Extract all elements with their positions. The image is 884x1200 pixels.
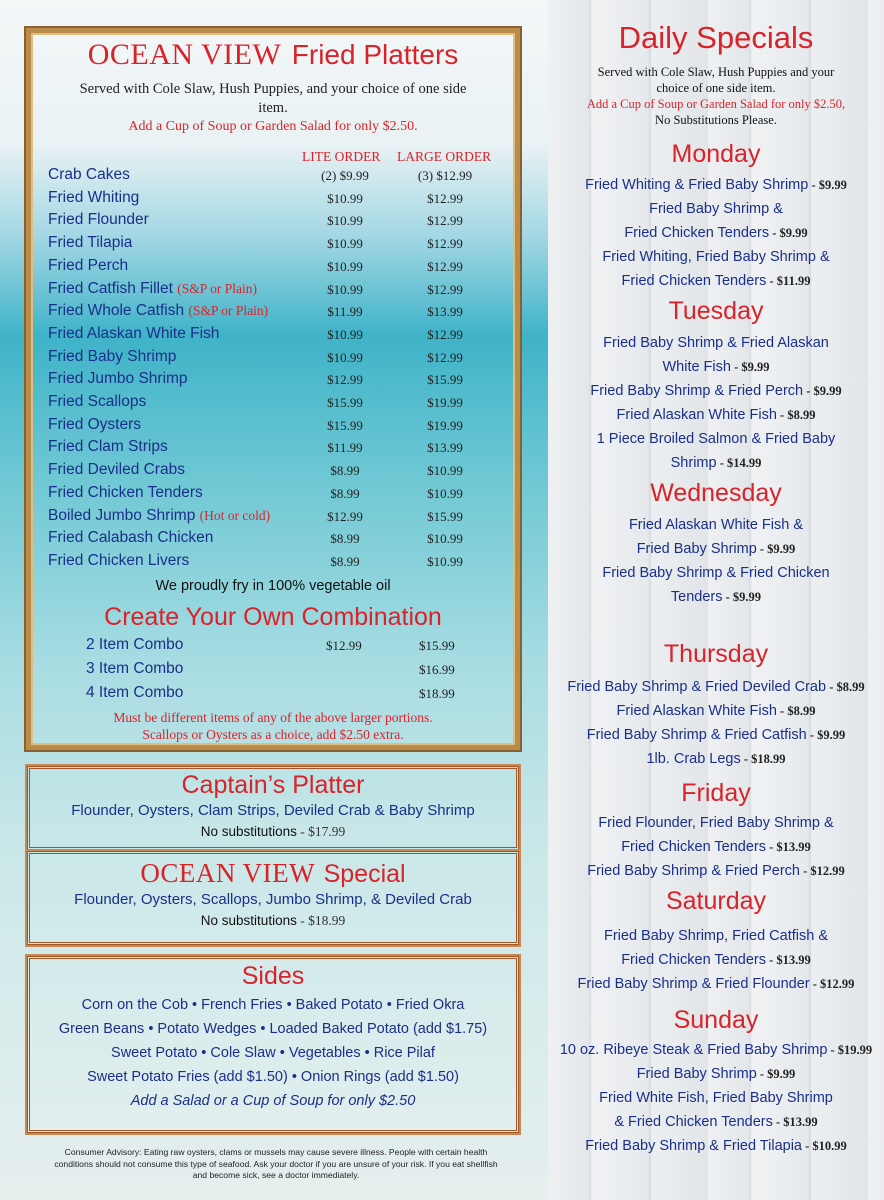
platter-item-name: Fried Tilapia (48, 234, 133, 252)
platter-lite-price: $8.99 (330, 531, 360, 547)
wednesday-item1-line2: Fried Baby Shrimp - $9.99 (636, 541, 796, 557)
thursday-item1: Fried Baby Shrimp & Fried Deviled Crab - $8.99 (567, 679, 865, 695)
platter-row (48, 416, 498, 438)
platter-item-name: Fried Whiting (48, 188, 140, 206)
wednesday-item2-line2: Tenders - $9.99 (670, 589, 762, 605)
sides-addon: Add a Salad or a Cup of Soup for only $2.50 (130, 1093, 416, 1109)
platter-large-price: $12.99 (427, 236, 463, 252)
thursday-item2: Fried Alaskan White Fish - $8.99 (616, 703, 816, 719)
platter-item-note: (Hot or cold) (199, 507, 271, 523)
combo-price-large: $16.99 (419, 662, 455, 677)
monday-item2-line2: Fried Chicken Tenders - $9.99 (624, 225, 808, 241)
day-friday: Friday (681, 779, 751, 807)
sunday-item2: Fried Baby Shrimp - $9.99 (636, 1066, 796, 1082)
platter-item-name: Boiled Jumbo Shrimp (Hot or cold) (48, 506, 271, 524)
platter-row (48, 211, 498, 233)
sides-line1: Corn on the Cob • French Fries • Baked Potato • Fried Okra (81, 997, 465, 1013)
platter-large-price: $12.99 (427, 349, 463, 365)
platter-lite-price: $12.99 (327, 508, 363, 524)
combo-price-lite: $12.99 (326, 638, 362, 653)
platters-heading (32, 38, 514, 72)
captains-platter-desc: Flounder, Oysters, Clam Strips, Deviled Crab & Baby Shrimp (71, 802, 475, 819)
advisory-line3: and become sick, see a doctor immediately. (192, 1170, 360, 1180)
platter-lite-price: $8.99 (330, 463, 360, 479)
ocean-view-special-heading (27, 858, 519, 889)
platter-large-price: $10.99 (427, 463, 463, 479)
combination-note2: Scallops or Oysters as a choice, add $2.50 extra. (142, 727, 404, 742)
col-lite-order: LITE ORDER (302, 149, 381, 164)
monday-item3-line1: Fried Whiting, Fried Baby Shrimp & (602, 249, 830, 265)
sides-line2: Green Beans • Potato Wedges • Loaded Baked Potato (add $1.75) (58, 1021, 488, 1037)
platter-large-price: $10.99 (427, 485, 463, 501)
platter-row (48, 302, 498, 324)
friday-item1-line1: Fried Flounder, Fried Baby Shrimp & (598, 815, 834, 831)
platter-row (48, 552, 498, 574)
platter-row (48, 393, 498, 415)
platter-large-price: $13.99 (427, 440, 463, 456)
daily-specials-subtitle (548, 64, 884, 128)
platter-item-name: Fried Deviled Crabs (48, 461, 185, 479)
platter-large-price: $19.99 (427, 395, 463, 410)
tuesday-item4-line2: Shrimp - $14.99 (670, 455, 762, 471)
combo-row (86, 684, 466, 706)
col-large-order: LARGE ORDER (397, 149, 492, 164)
day-wednesday: Wednesday (650, 479, 782, 507)
combo-row (86, 660, 466, 682)
captains-platter-price-line (27, 824, 519, 840)
platter-item-name: Fried Flounder (48, 211, 149, 229)
tuesday-item4-line1: 1 Piece Broiled Salmon & Fried Baby (596, 431, 836, 447)
platter-large-price: $15.99 (427, 372, 463, 388)
platter-item-note: (S&P or Plain) (177, 280, 257, 296)
day-tuesday: Tuesday (668, 297, 764, 325)
platter-large-price: $10.99 (427, 531, 463, 547)
sides-line4: Sweet Potato Fries (add $1.50) • Onion Rings (add $1.50) (87, 1069, 459, 1085)
platter-lite-price: $10.99 (327, 236, 363, 252)
platter-item-name: Fried Chicken Tenders (48, 483, 203, 501)
platter-row (48, 257, 498, 279)
captains-platter-title: Captain’s Platter (181, 771, 365, 799)
daily-sub1: Served with Cole Slaw, Hush Puppies and your (597, 65, 835, 79)
platters-subtitle (40, 80, 506, 118)
tuesday-item2: Fried Baby Shrimp & Fried Perch - $9.99 (590, 383, 842, 399)
consumer-advisory (20, 1147, 532, 1182)
platter-row (48, 348, 498, 370)
platter-item-name: Fried Calabash Chicken (48, 529, 214, 547)
saturday-item1-line2: Fried Chicken Tenders - $13.99 (621, 952, 811, 968)
platter-lite-price: $10.99 (327, 213, 363, 229)
combo-price-large: $15.99 (419, 638, 455, 653)
platters-title: Fried Platters (291, 39, 459, 70)
combination-note1: Must be different items of any of the above larger portions. (113, 710, 433, 725)
platter-item-name: Fried Alaskan White Fish (48, 324, 220, 342)
tuesday-item1-line1: Fried Baby Shrimp & Fried Alaskan (603, 335, 829, 351)
daily-sub2: choice of one side item. (656, 81, 776, 95)
monday-item2-line1: Fried Baby Shrimp & (649, 201, 783, 217)
platter-lite-price: (2) $9.99 (321, 168, 369, 183)
platter-row (48, 484, 498, 506)
platter-row (48, 325, 498, 347)
saturday-item2: Fried Baby Shrimp & Fried Flounder - $12.99 (577, 976, 855, 992)
platter-large-price: (3) $12.99 (417, 168, 473, 183)
platter-lite-price: $10.99 (327, 326, 363, 342)
platter-item-name: Fried Perch (48, 256, 129, 274)
platter-large-price: $19.99 (427, 417, 463, 433)
monday-item1: Fried Whiting & Fried Baby Shrimp - $9.99 (585, 177, 847, 193)
platter-item-note: (S&P or Plain) (188, 303, 269, 319)
special-title: Special (323, 860, 406, 888)
tuesday-item1-line2: White Fish - $9.99 (662, 359, 770, 375)
tuesday-item3: Fried Alaskan White Fish - $8.99 (616, 407, 816, 423)
platter-large-price: $12.99 (427, 213, 463, 229)
thursday-item3: Fried Baby Shrimp & Fried Catfish - $9.99 (586, 727, 846, 743)
platter-lite-price: $11.99 (327, 440, 363, 456)
platter-lite-price: $8.99 (330, 485, 360, 501)
thursday-item4: 1lb. Crab Legs - $18.99 (646, 751, 786, 767)
platter-large-price: $12.99 (427, 326, 463, 342)
day-saturday: Saturday (665, 887, 767, 915)
platter-large-price: $13.99 (427, 304, 463, 320)
combo-price-large: $18.99 (419, 686, 455, 701)
platter-row (48, 166, 498, 188)
captains-no-substitutions: No substitutions (200, 824, 297, 839)
platter-item-name: Fried Scallops (48, 393, 147, 410)
brand-ocean-view: OCEAN VIEW (87, 38, 282, 71)
daily-no-substitutions: No Substitutions Please. (655, 113, 777, 127)
platters-subtitle-line2: item. (258, 100, 288, 116)
platter-item-name: Crab Cakes (48, 166, 130, 183)
sides-title: Sides (241, 962, 305, 990)
platter-lite-price: $10.99 (327, 349, 363, 365)
platters-subtitle-line1: Served with Cole Slaw, Hush Puppies, and your choice of one side (79, 81, 467, 97)
platter-lite-price: $15.99 (327, 417, 363, 433)
day-sunday: Sunday (673, 1006, 759, 1034)
platter-lite-price: $12.99 (327, 372, 363, 388)
daily-specials-title: Daily Specials (618, 20, 814, 55)
sunday-item3-line2: & Fried Chicken Tenders - $13.99 (614, 1114, 818, 1130)
platters-addon: Add a Cup of Soup or Garden Salad for only $2.50. (128, 119, 418, 134)
platter-row (48, 370, 498, 392)
platter-row (48, 507, 498, 529)
combo-name: 3 Item Combo (86, 660, 184, 677)
platter-lite-price: $8.99 (330, 553, 360, 569)
platter-row (48, 189, 498, 211)
platter-lite-price: $10.99 (327, 190, 363, 206)
advisory-line2: conditions should not consume this type of seafood. Ask your doctor if you are unsure of your risk. If you eat shellfish (54, 1158, 498, 1169)
platter-item-name: Fried Whole Catfish (S&P or Plain) (48, 302, 269, 320)
sunday-item3-line1: Fried White Fish, Fried Baby Shrimp (599, 1090, 833, 1106)
combo-row (86, 636, 466, 658)
platter-item-name: Fried Chicken Livers (48, 551, 190, 569)
platter-large-price: $12.99 (427, 258, 463, 274)
platter-row (48, 438, 498, 460)
platter-item-name: Fried Catfish Fillet (S&P or Plain) (48, 279, 257, 297)
advisory-line1: Consumer Advisory: Eating raw oysters, clams or mussels may cause severe illness. People with certain health (64, 1147, 488, 1157)
monday-item3-line2: Fried Chicken Tenders - $11.99 (621, 273, 811, 289)
saturday-item1-line1: Fried Baby Shrimp, Fried Catfish & (603, 928, 829, 944)
platter-item-name: Fried Baby Shrimp (48, 347, 177, 365)
friday-item2: Fried Baby Shrimp & Fried Perch - $12.99 (587, 863, 845, 879)
special-no-substitutions: No substitutions (200, 913, 297, 928)
friday-item1-line2: Fried Chicken Tenders - $13.99 (621, 839, 811, 855)
platter-item-name: Fried Clam Strips (48, 438, 168, 456)
platter-lite-price: $10.99 (327, 258, 363, 274)
platter-lite-price: $15.99 (327, 395, 363, 410)
combination-title: Create Your Own Combination (104, 603, 442, 631)
platter-row (48, 234, 498, 256)
sunday-item1: 10 oz. Ribeye Steak & Fried Baby Shrimp - $19.99 (559, 1042, 873, 1058)
platter-item-name: Fried Jumbo Shrimp (48, 370, 188, 388)
special-brand: OCEAN VIEW (140, 858, 316, 888)
combo-name: 2 Item Combo (86, 636, 184, 653)
vegetable-oil-note: We proudly fry in 100% vegetable oil (155, 578, 391, 594)
platter-large-price: $12.99 (427, 190, 463, 206)
sides-line3: Sweet Potato • Cole Slaw • Vegetables • Rice Pilaf (111, 1045, 435, 1061)
special-price-line (27, 913, 519, 929)
platter-row (48, 280, 498, 302)
combo-name: 4 Item Combo (86, 684, 184, 701)
special-desc: Flounder, Oysters, Scallops, Jumbo Shrimp, & Deviled Crab (74, 891, 472, 908)
captains-platter-price: - $17.99 (296, 824, 346, 839)
wednesday-item1-line1: Fried Alaskan White Fish & (628, 517, 804, 533)
platter-large-price: $12.99 (427, 281, 463, 297)
special-price: - $18.99 (296, 913, 346, 928)
platter-lite-price: $11.99 (327, 304, 363, 320)
platter-large-price: $10.99 (427, 553, 463, 569)
combination-notes (32, 709, 514, 743)
day-monday: Monday (671, 140, 761, 168)
daily-addon: Add a Cup of Soup or Garden Salad for only $2.50, (586, 97, 846, 111)
platter-lite-price: $10.99 (327, 281, 363, 297)
sunday-item4: Fried Baby Shrimp & Fried Tilapia - $10.99 (585, 1138, 847, 1154)
platter-item-name: Fried Oysters (48, 415, 142, 433)
platter-large-price: $15.99 (427, 508, 463, 524)
platter-row (48, 529, 498, 551)
platter-row (48, 461, 498, 483)
wednesday-item2-line1: Fried Baby Shrimp & Fried Chicken (602, 565, 830, 581)
day-thursday: Thursday (663, 640, 769, 668)
